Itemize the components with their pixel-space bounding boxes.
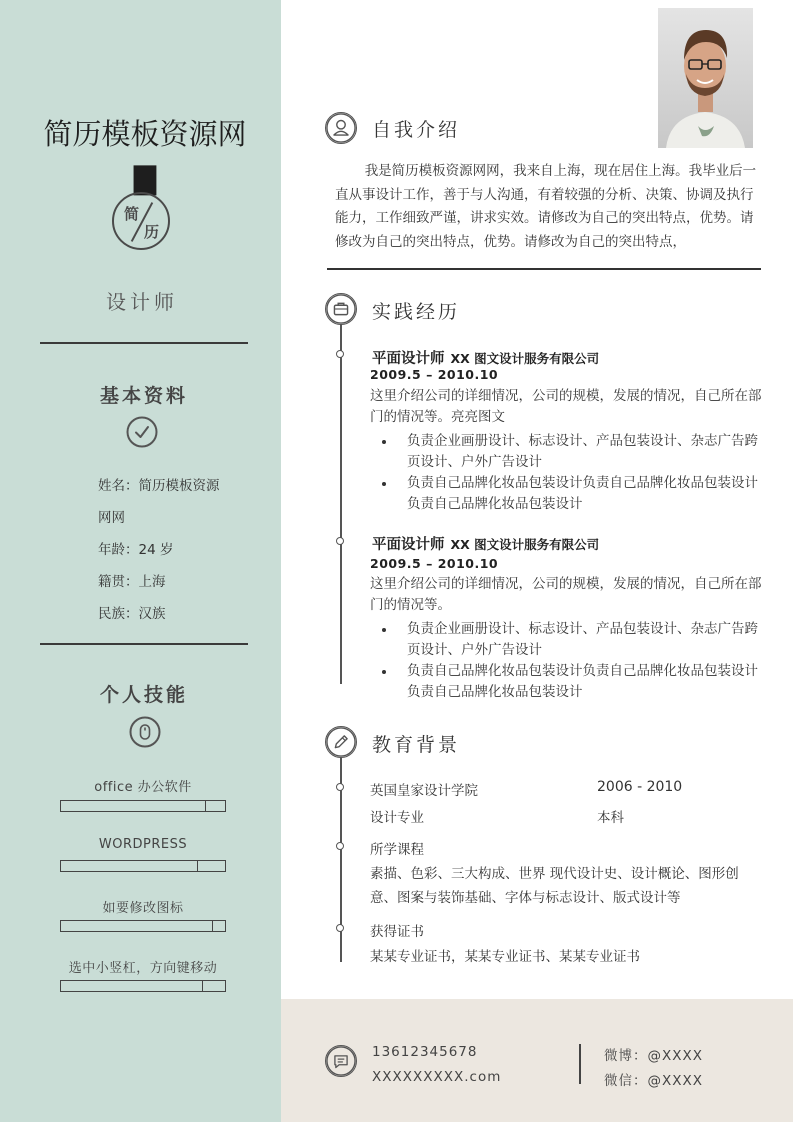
name-title-overflow — [30, 156, 260, 168]
section-title-intro: 自我介绍 — [372, 119, 461, 141]
job-role: 平面设计师 — [372, 537, 445, 553]
job-heading — [372, 347, 599, 368]
timeline-dot — [336, 924, 344, 932]
sidebar-divider — [40, 643, 248, 645]
skill-bar — [60, 920, 226, 932]
info-name-cont: 网网 — [98, 510, 125, 526]
skill-level — [61, 861, 198, 871]
list-item: 负责自己品牌化妆品包装设计负责自己品牌化妆品包装设计负责自己品牌化妆品包装设计 — [370, 473, 765, 515]
info-age: 年龄：24 岁 — [98, 542, 174, 558]
skill-level — [61, 921, 213, 931]
list-item: 负责自己品牌化妆品包装设计负责自己品牌化妆品包装设计负责自己品牌化妆品包装设计 — [370, 661, 765, 703]
job-title: 设计师 — [106, 290, 178, 314]
footer-divider — [579, 1044, 581, 1084]
skill-label: 选中小竖杠，方向键移动 — [68, 961, 218, 976]
job-duties — [370, 619, 765, 703]
user-icon — [325, 112, 357, 144]
resume-logo — [112, 192, 170, 250]
job-date: 2009.5 – 2010.10 — [370, 367, 499, 382]
timeline-dot — [336, 537, 344, 545]
check-circle-icon — [126, 416, 158, 448]
message-icon — [325, 1045, 357, 1077]
timeline-dot — [336, 783, 344, 791]
pencil-icon — [325, 726, 357, 758]
job-company: XX 图文设计服务有限公司 — [450, 351, 600, 366]
list-item: 负责企业画册设计、标志设计、产品包装设计、杂志广告跨页设计、户外广告设计 — [370, 431, 765, 473]
name-title: 简历模板资源网 — [30, 112, 260, 168]
courses-label: 所学课程 — [370, 842, 424, 858]
degree: 本科 — [597, 810, 624, 826]
skill-level — [61, 981, 203, 991]
timeline-dot — [336, 842, 344, 850]
skill-label: office 办公软件 — [94, 780, 192, 795]
section-title-experience: 实践经历 — [372, 301, 461, 323]
job-heading — [372, 533, 599, 554]
briefcase-icon — [325, 293, 357, 325]
experience-timeline — [340, 312, 342, 684]
certificates-text: 某某专业证书，某某专业证书、某某专业证书 — [370, 949, 640, 965]
basic-info-heading: 基本资料 — [99, 385, 188, 407]
sidebar-divider — [40, 342, 248, 344]
job-company: XX 图文设计服务有限公司 — [450, 537, 600, 552]
school-years: 2006 - 2010 — [597, 779, 683, 795]
info-ethnicity: 民族：汉族 — [98, 606, 166, 622]
phone-number: 13612345678 — [372, 1044, 478, 1060]
wechat-handle: 微信：@XXXX — [604, 1073, 703, 1089]
skill-bar — [60, 980, 226, 992]
info-hometown: 籍贯：上海 — [98, 574, 166, 590]
info-name: 姓名：简历模板资源 — [98, 478, 220, 494]
contact-footer — [281, 999, 793, 1122]
skill-level — [61, 801, 206, 811]
profile-photo — [658, 8, 753, 148]
skill-label: 如要修改图标 — [102, 901, 184, 916]
job-date: 2009.5 – 2010.10 — [370, 556, 499, 571]
job-description: 这里介绍公司的详细情况，公司的规模，发展的情况，自己所在部门的情况等。 — [370, 576, 762, 613]
courses-text: 素描、色彩、三大构成、世界 现代设计史、设计概论、图形创意、图案与装饰基础、字体与标志设计、版式设计等 — [370, 866, 739, 906]
job-role: 平面设计师 — [372, 351, 445, 367]
logo-char-1: 简 — [124, 205, 140, 223]
section-title-education: 教育背景 — [372, 734, 461, 756]
skill-bar — [60, 800, 226, 812]
job-description: 这里介绍公司的详细情况，公司的规模，发展的情况，自己所在部门的情况等。亮亮图文 — [370, 388, 762, 425]
skill-bar — [60, 860, 226, 872]
skill-label: WORDPRESS — [98, 837, 188, 852]
school-name: 英国皇家设计学院 — [370, 783, 478, 799]
list-item: 负责企业画册设计、标志设计、产品包装设计、杂志广告跨页设计、户外广告设计 — [370, 619, 765, 661]
certificates-label: 获得证书 — [370, 924, 424, 940]
timeline-dot — [336, 350, 344, 358]
mouse-icon — [129, 716, 161, 748]
email-address: XXXXXXXXX.com — [372, 1069, 502, 1085]
weibo-handle: 微博：@XXXX — [604, 1048, 703, 1064]
major: 设计专业 — [370, 810, 424, 826]
logo-char-2: 历 — [144, 223, 160, 241]
skills-heading: 个人技能 — [99, 684, 188, 706]
job-duties — [370, 431, 765, 515]
main-divider — [327, 268, 761, 270]
intro-text: 我是简历模板资源网网，我来自上海，现在居住上海。我毕业后一直从事设计工作，善于与人沟通，有着较强的分析、决策、协调及执行能力，工作细致严谨，讲求实效。请修改为自己的突出特点，优势。请修改为自己的突出特点，优势。请修改为自己的突出特点， — [335, 163, 757, 250]
